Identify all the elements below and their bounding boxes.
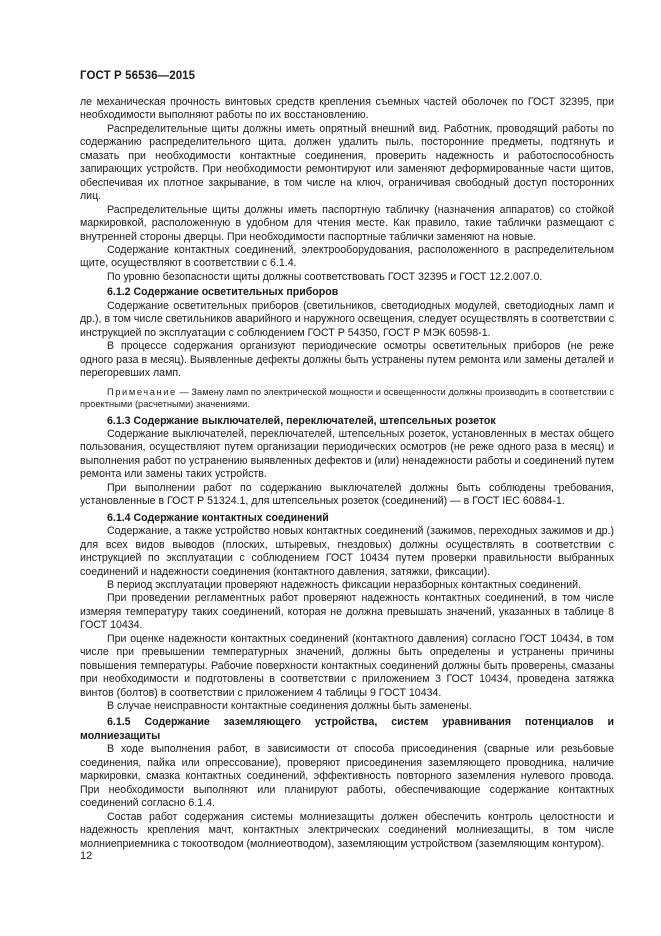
paragraph: В ходе выполнения работ, в зависимости от способа присоединения (сварные или резьбовые соединения, пайка или опрессование), проверяют присоединения заземляющего проводника, наличие маркировки, смазка контактных соединений, эффективность повторного заземления нулевого провода. При необходимости выполняют или планируют работы, обеспечивающие содержание контактных соединений согласно 6.1.4. — [80, 743, 614, 810]
note-text: — Замену ламп по электрической мощности и освещенности должны производить в соответствии с проектными (расчетными) значениями. — [80, 386, 614, 410]
paragraph: По уровню безопасности щиты должны соответствовать ГОСТ 32395 и ГОСТ 12.2.007.0. — [107, 270, 543, 283]
section-heading-6-1-5: 6.1.5 Содержание заземляющего устройства, систем уравнивания потенциалов и молниезащиты — [80, 716, 614, 742]
paragraph: Распределительные щиты должны иметь паспортную табличку (назначения аппаратов) со стойкой маркировкой, расположенную в удобном для чтения месте. Как правило, такие таблички размещают с внутренней стороны дверцы. При необходимости паспортные таблички заменяют на новые. — [80, 203, 614, 243]
paragraph: Содержание выключателей, переключателей, штепсельных розеток, установленных в местах общего пользования, осуществляют путем организации периодических осмотров (не реже одного раза в месяц) и выполнения работ по устранению выявленных дефектов и (или) ненадежности работы и соединений путем ремонта или замены таких устройств. — [80, 427, 614, 481]
paragraph: Содержание осветительных приборов (светильников, светодиодных модулей, светодиодных ламп и др.), в том числе светильников аварийного и наружного освещения, следует осуществлять в соответствии с инструкцией по эксплуатации с соблюдением ГОСТ Р 54350, ГОСТ Р МЭК 60598-1. — [80, 299, 614, 339]
paragraph: ле механическая прочность винтовых средств крепления съемных частей оболочек по ГОСТ 32395, при необходимости выполняют работы по их восстановлению. — [80, 96, 614, 122]
paragraph: В процессе содержания организуют периодические осмотры осветительных приборов (не реже одного раза в месяц). Выявленные дефекты должны быть устранены путем ремонта или замены деталей и перегоревших ламп. — [80, 340, 614, 380]
note-label: Примечание — [107, 386, 177, 397]
section-heading-6-1-2: 6.1.2 Содержание осветительных приборов — [107, 286, 339, 299]
section-heading-6-1-4: 6.1.4 Содержание контактных соединений — [107, 511, 329, 524]
note — [80, 386, 614, 411]
paragraph: В период эксплуатации проверяют надежность фиксации неразборных контактных соединений. — [107, 578, 581, 591]
page-number: 12 — [80, 850, 93, 862]
paragraph: При проведении регламентных работ проверяют надежность контактных соединений, в том числе измеряя температуру таких соединений, которая не должна превышать значений, указанных в таблице 8 ГОСТ 10434. — [80, 592, 614, 632]
section-heading-6-1-3: 6.1.3 Содержание выключателей, переключателей, штепсельных розеток — [107, 414, 496, 427]
paragraph: Содержание, а также устройство новых контактных соединений (зажимов, переходных зажимов и др.) для всех видов выводов (плоских, штыревых, гнездовых) должны осуществлять в соответствии с инструкцией по эксплуатации с соблюдением ГОСТ 10434 путем проверки правильности выбранных соединений и надежности соединения (контактного давления, затяжки, фиксации). — [80, 525, 614, 578]
standard-header: ГОСТ Р 56536—2015 — [80, 70, 196, 82]
paragraph: Содержание контактных соединений, электрооборудования, расположенного в распределительном щите, осуществляют в соответствии с 6.1.4. — [80, 243, 614, 270]
paragraph: При оценке надежности контактных соединений (контактного давления) согласно ГОСТ 10434, в том числе при превышении температурных значений, должны быть определены и устранены причины повышения температуры. Рабочие поверхности контактных соединений должны быть проверены, смазаны при необходимости и подготовлены в соответствии с приложением 3 ГОСТ 10434, проведена затяжка винтов (болтов) в соответствии с приложением 4 таблицы 9 ГОСТ 10434. — [80, 632, 614, 699]
paragraph: При выполнении работ по содержанию выключателей должны быть соблюдены требования, установленные в ГОСТ Р 51324.1, для штепсельных розеток (соединений) — в ГОСТ IEC 60884-1. — [80, 481, 614, 508]
paragraph: Состав работ содержания системы молниезащиты должен обеспечить контроль целостности и надежность крепления мачт, контактных электрических соединений молниезащиты, в том числе молниеприемника с токоотводом (молниеотводом), заземляющим устройством (заземляющим контуром). — [80, 810, 614, 850]
paragraph: Распределительные щиты должны иметь опрятный внешний вид. Работник, проводящий работы по содержанию распределительного щита, должен удалить пыль, посторонние предметы, подтянуть и смазать при необходимости контактные соединения, проверить надежность и работоспособность запирающих устройств. При необходимости ремонтируют или заменяют деформированные части щитов, обеспечивая их плотное закрывание, в том числе на ключ, ограничивая свободный доступ посторонних лиц. — [80, 122, 614, 203]
document-body — [80, 96, 614, 851]
paragraph: В случае неисправности контактные соединения должны быть заменены. — [107, 700, 472, 713]
